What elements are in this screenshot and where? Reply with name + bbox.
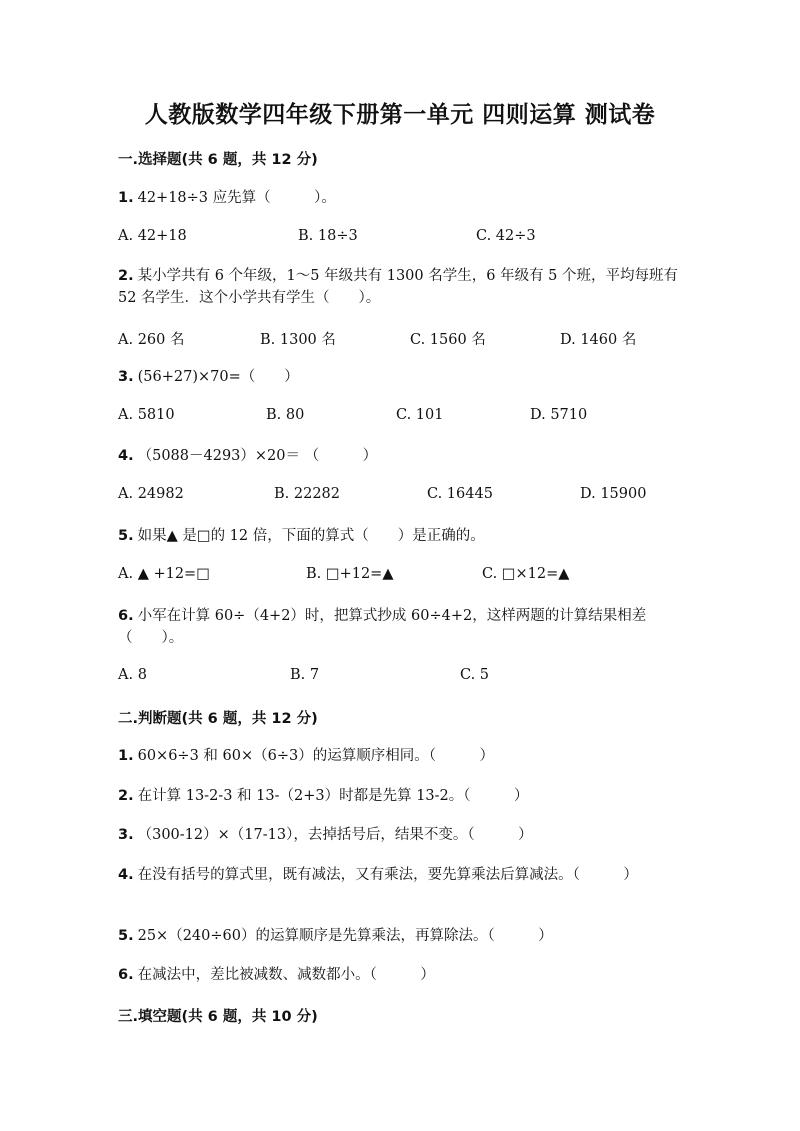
option-c[interactable]: C. 1560 名	[410, 332, 486, 348]
question-text: 25×（240÷60）的运算顺序是先算乘法，再算除法。（ ）	[137, 928, 553, 944]
question-number: 4.	[118, 867, 134, 883]
options-choice-2	[118, 328, 678, 348]
option-a[interactable]: A. 42+18	[118, 228, 187, 244]
option-a[interactable]: A. 5810	[118, 407, 175, 423]
question-judge-4	[118, 864, 688, 886]
question-number: 2.	[118, 788, 134, 804]
question-number: 2.	[118, 268, 134, 284]
question-choice-6	[118, 605, 688, 649]
question-text: 在减法中，差比被减数、减数都小。（ ）	[137, 967, 435, 983]
question-text: 小军在计算 60÷（4+2）时，把算式抄成 60÷4+2，这样两题的计算结果相差（ ）。	[118, 608, 647, 646]
options-choice-3	[118, 407, 678, 427]
option-c[interactable]: C. 16445	[427, 486, 493, 502]
option-c[interactable]: C. 5	[460, 667, 490, 683]
question-judge-3	[118, 824, 688, 846]
question-choice-2	[118, 265, 688, 309]
option-d[interactable]: D. 1460 名	[560, 332, 637, 348]
option-c[interactable]: C. □×12=▲	[482, 566, 570, 582]
question-judge-5	[118, 925, 688, 947]
question-text: （300-12）×（17-13），去掉括号后，结果不变。（ ）	[137, 827, 533, 843]
question-number: 6.	[118, 967, 134, 983]
options-choice-6	[118, 667, 678, 687]
question-judge-6	[118, 964, 688, 986]
question-choice-1	[118, 187, 688, 209]
option-a[interactable]: A. 24982	[118, 486, 184, 502]
question-text: (56+27)×70=（ ）	[137, 369, 299, 385]
option-b[interactable]: B. 80	[266, 407, 305, 423]
question-judge-2	[118, 785, 688, 807]
option-b[interactable]: B. 1300 名	[260, 332, 336, 348]
question-text: （5088－4293）×20＝ （ ）	[137, 448, 378, 464]
section-heading-fill-blank: 三.填空题(共 6 题，共 10 分)	[118, 1009, 318, 1025]
option-c[interactable]: C. 42÷3	[476, 228, 536, 244]
question-choice-3	[118, 366, 688, 388]
question-choice-5	[118, 525, 688, 547]
question-number: 5.	[118, 528, 134, 544]
option-c[interactable]: C. 101	[396, 407, 444, 423]
option-b[interactable]: B. 7	[290, 667, 320, 683]
question-number: 3.	[118, 369, 134, 385]
question-number: 6.	[118, 608, 134, 624]
section-heading-judgement: 二.判断题(共 6 题，共 12 分)	[118, 711, 318, 727]
question-number: 1.	[118, 190, 134, 206]
option-a[interactable]: A. ▲ +12=□	[118, 566, 210, 582]
option-b[interactable]: B. 18÷3	[298, 228, 358, 244]
page-title: 人教版数学四年级下册第一单元 四则运算 测试卷	[144, 102, 656, 128]
question-text: 如果▲ 是□的 12 倍，下面的算式（ ）是正确的。	[137, 528, 485, 544]
section-heading-choice: 一.选择题(共 6 题，共 12 分)	[118, 152, 318, 168]
option-a[interactable]: A. 8	[118, 667, 147, 683]
options-choice-1	[118, 228, 678, 248]
question-judge-1	[118, 745, 688, 767]
question-text: 在没有括号的算式里，既有减法，又有乘法，要先算乘法后算减法。（ ）	[137, 867, 638, 883]
question-number: 1.	[118, 748, 134, 764]
question-number: 4.	[118, 448, 134, 464]
question-number: 3.	[118, 827, 134, 843]
question-number: 5.	[118, 928, 134, 944]
options-choice-4	[118, 486, 678, 506]
question-choice-4	[118, 445, 688, 467]
option-d[interactable]: D. 15900	[580, 486, 647, 502]
option-d[interactable]: D. 5710	[530, 407, 588, 423]
question-text: 在计算 13-2-3 和 13-（2+3）时都是先算 13-2。（ ）	[137, 788, 529, 804]
question-text: 42+18÷3 应先算（ ）。	[137, 190, 336, 206]
question-text: 某小学共有 6 个年级，1～5 年级共有 1300 名学生，6 年级有 5 个班，平均每班有 52 名学生．这个小学共有学生（ ）。	[118, 268, 679, 306]
question-text: 60×6÷3 和 60×（6÷3）的运算顺序相同。（ ）	[137, 748, 494, 764]
option-b[interactable]: B. 22282	[274, 486, 341, 502]
option-b[interactable]: B. □+12=▲	[306, 566, 394, 582]
option-a[interactable]: A. 260 名	[118, 332, 185, 348]
options-choice-5	[118, 566, 678, 586]
